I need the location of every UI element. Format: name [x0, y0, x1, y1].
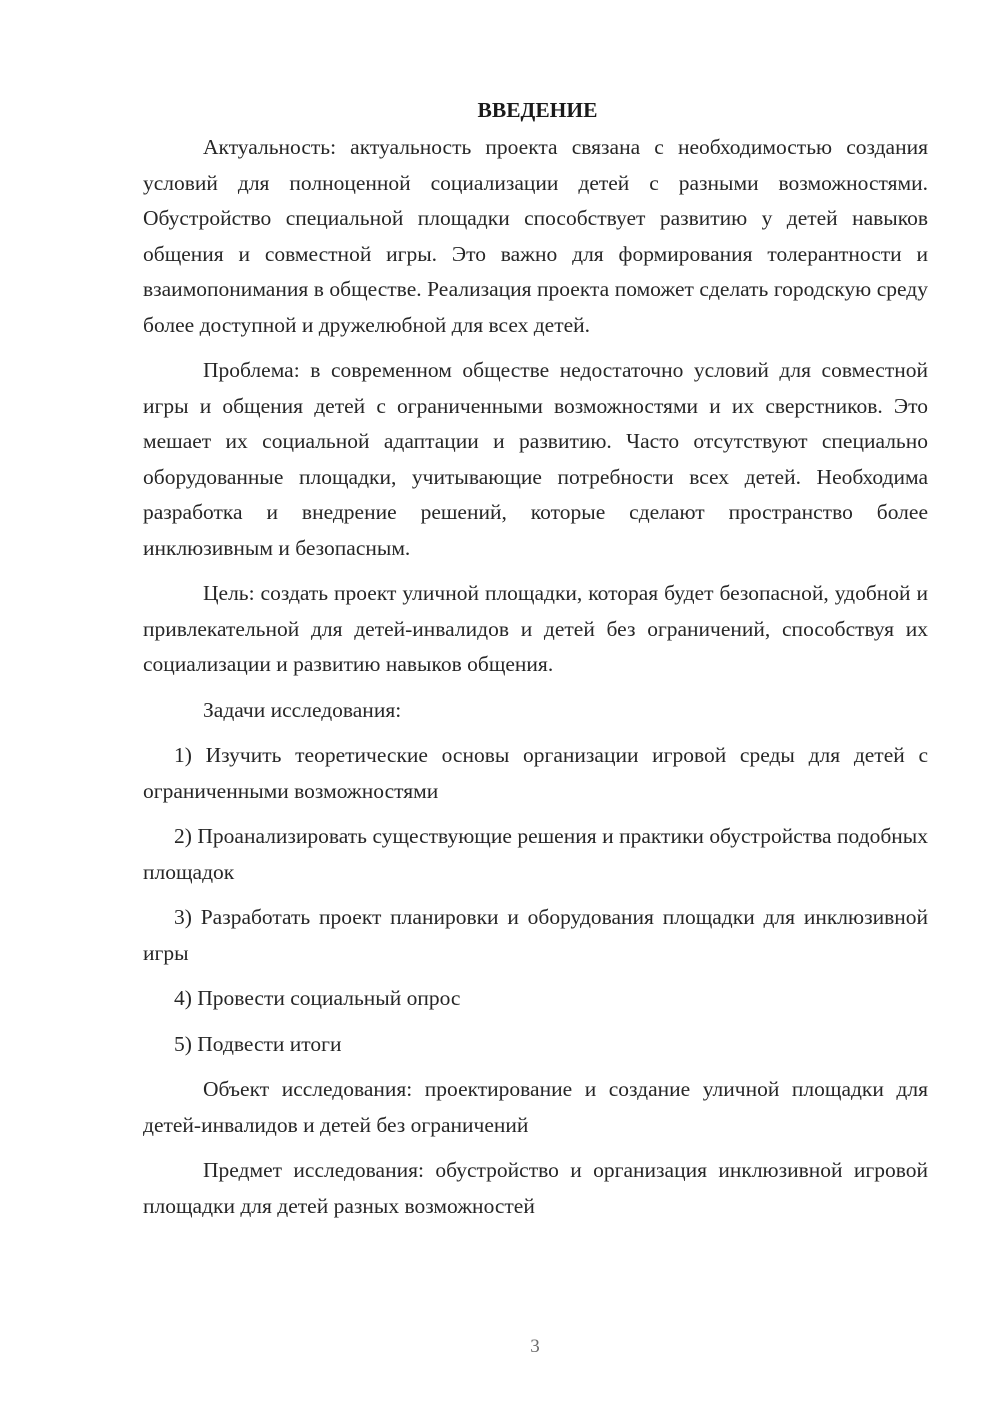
- problem-paragraph: Проблема: в современном обществе недостаточно условий для совместной игры и общения детей с ограниченными возможностями и их сверстников. Это мешает их социальной адаптации и развитию. Часто отсутствуют специально оборудованные площадки, учитывающие потребности всех детей. Необходима разработка и внедрение решений, которые сделают пространство более инклюзивным и безопасным.: [143, 358, 928, 560]
- task-item-3: 3) Разработать проект планировки и оборудования площадки для инклюзивной игры: [143, 905, 928, 965]
- task-item-2: 2) Проанализировать существующие решения и практики обустройства подобных площадок: [143, 824, 928, 884]
- tasks-heading: Задачи исследования:: [203, 697, 402, 722]
- page-number: 3: [530, 1336, 540, 1357]
- document-body: [143, 93, 928, 1224]
- task-item-4: 4) Провести социальный опрос: [174, 986, 461, 1010]
- object-paragraph: Объект исследования: проектирование и создание уличной площадки для детей-инвалидов и детей без ограничений: [143, 1077, 928, 1137]
- goal-paragraph: Цель: создать проект уличной площадки, которая будет безопасной, удобной и привлекательной для детей-инвалидов и детей без ограничений, способствуя их социализации и развитию навыков общения.: [143, 581, 928, 676]
- task-item-1: 1) Изучить теоретические основы организации игровой среды для детей с ограниченными возможностями: [143, 743, 928, 803]
- task-item-5: 5) Подвести итоги: [174, 1031, 342, 1056]
- section-title: ВВЕДЕНИЕ: [477, 98, 598, 122]
- subject-paragraph: Предмет исследования: обустройство и организация инклюзивной игровой площадки для детей разных возможностей: [143, 1158, 928, 1218]
- relevance-paragraph: Актуальность: актуальность проекта связана с необходимостью создания условий для полноценной социализации детей с разными возможностями. Обустройство специальной площадки способствует развитию у детей навыков общения и совместной игры. Это важно для формирования толерантности и взаимопонимания в обществе. Реализация проекта поможет сделать городскую среду более доступной и дружелюбной для всех детей.: [143, 135, 928, 337]
